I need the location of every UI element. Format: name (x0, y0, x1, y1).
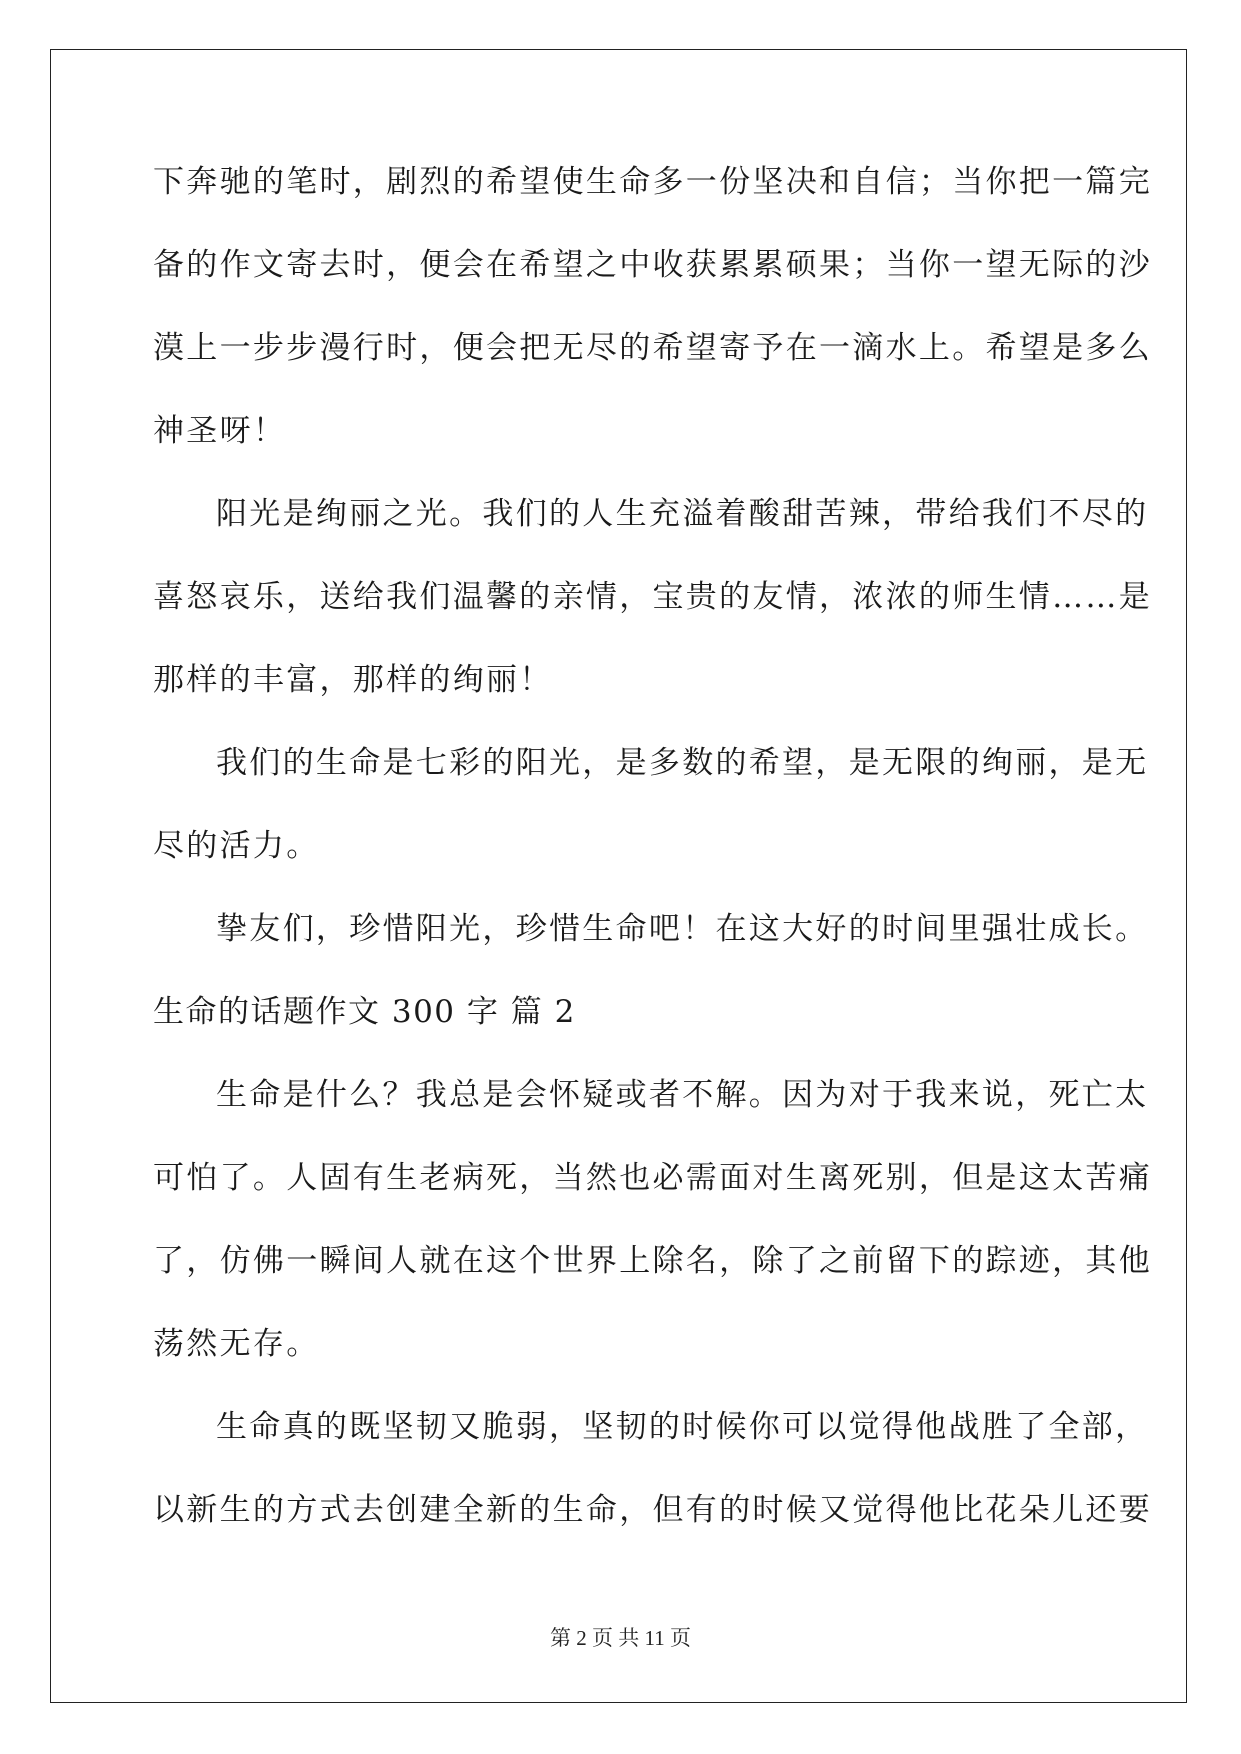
text-line-1: 下奔驰的笔时，剧烈的希望使生命多一份坚决和自信；当你把一篇完 (153, 164, 1152, 200)
text-line-2: 备的作文寄去时，便会在希望之中收获累累硕果；当你一望无际的沙 (153, 247, 1152, 283)
text-line-8: 我们的生命是七彩的阳光，是多数的希望，是无限的绚丽，是无 (216, 745, 1149, 781)
text-line-16: 生命真的既坚韧又脆弱，坚韧的时候你可以觉得他战胜了全部， (216, 1409, 1149, 1445)
text-line-17: 以新生的方式去创建全新的生命，但有的时候又觉得他比花朵儿还要 (153, 1492, 1152, 1528)
page-number: 第 2 页 共 11 页 (550, 1626, 691, 1650)
text-line-15: 荡然无存。 (153, 1326, 320, 1362)
text-line-14: 了，仿佛一瞬间人就在这个世界上除名，除了之前留下的踪迹，其他 (153, 1243, 1152, 1279)
text-line-10: 挚友们，珍惜阳光，珍惜生命吧！在这大好的时间里强壮成长。 (216, 911, 1149, 947)
text-line-4: 神圣呀！ (153, 413, 287, 449)
text-line-7: 那样的丰富，那样的绚丽！ (153, 662, 553, 698)
text-line-6: 喜怒哀乐，送给我们温馨的亲情，宝贵的友情，浓浓的师生情……是 (153, 579, 1152, 615)
text-line-9: 尽的活力。 (153, 828, 320, 864)
text-line-13: 可怕了。人固有生老病死，当然也必需面对生离死别，但是这太苦痛 (153, 1160, 1152, 1196)
section-heading: 生命的话题作文 300 字 篇 2 (153, 994, 576, 1030)
text-line-12: 生命是什么？我总是会怀疑或者不解。因为对于我来说，死亡太 (216, 1077, 1149, 1113)
text-line-3: 漠上一步步漫行时，便会把无尽的希望寄予在一滴水上。希望是多么 (153, 330, 1152, 366)
document-body (153, 160, 1152, 1571)
text-line-5: 阳光是绚丽之光。我们的人生充溢着酸甜苦辣，带给我们不尽的 (216, 496, 1149, 532)
